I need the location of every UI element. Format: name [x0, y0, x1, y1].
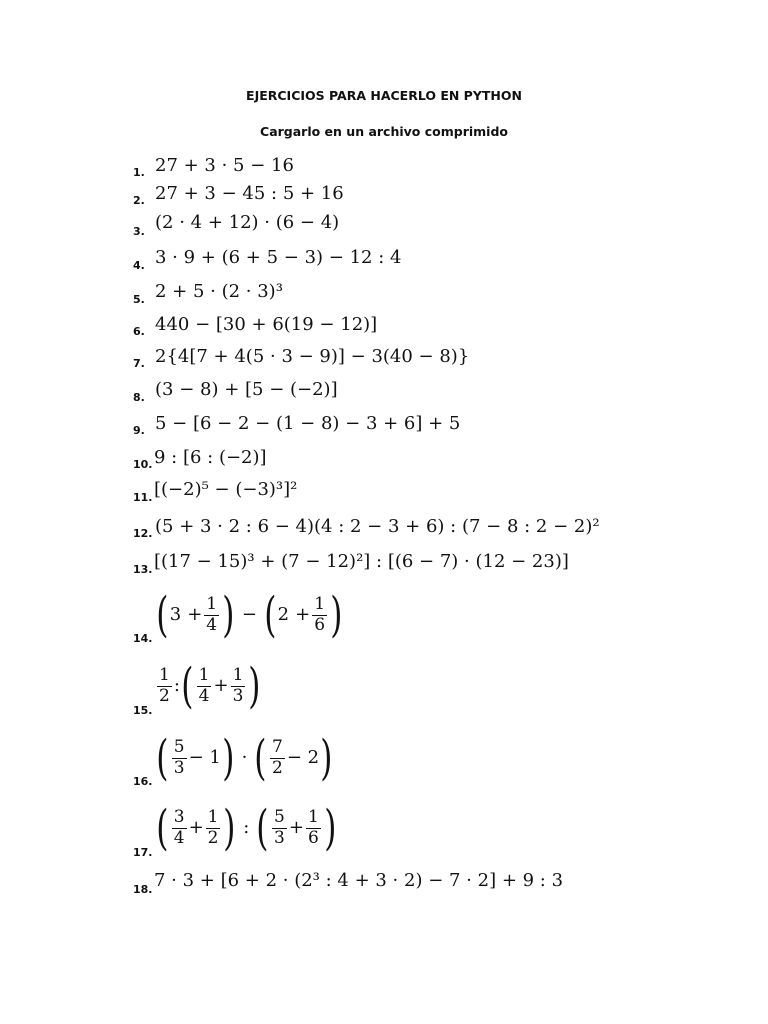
exercise-number: 1.: [133, 166, 145, 179]
operator: +: [295, 604, 311, 625]
operator: ·: [241, 747, 248, 768]
operator: +: [188, 817, 204, 838]
term: 3: [169, 604, 182, 625]
operator: +: [213, 675, 229, 696]
denominator: 6: [307, 827, 319, 848]
exercise-expression: [155, 797, 338, 859]
right-parenthesis: ): [222, 730, 235, 786]
fraction: [272, 808, 287, 848]
exercise-number: 6.: [133, 325, 145, 338]
exercise-expression: [155, 727, 334, 789]
fraction: [231, 666, 246, 706]
exercise-number: 9.: [133, 424, 145, 437]
fraction: [197, 666, 212, 706]
document-title: EJERCICIOS PARA HACERLO EN PYTHON: [246, 88, 522, 103]
left-parenthesis: (: [181, 658, 194, 714]
denominator: 4: [173, 827, 185, 848]
exercise-number: 16.: [133, 775, 153, 788]
exercise-expression: (2 · 4 + 12) · (6 − 4): [155, 212, 340, 233]
operator: :: [243, 817, 250, 838]
fraction: [172, 738, 187, 778]
operator: −: [241, 604, 257, 625]
numerator: 1: [159, 664, 170, 685]
numerator: 5: [173, 736, 185, 757]
exercise-number: 2.: [133, 194, 145, 207]
exercise-expression: 7 · 3 + [6 + 2 · (2³ : 4 + 3 · 2) − 7 · 2] + 9 : 3: [154, 870, 564, 891]
exercise-number: 18.: [133, 883, 153, 896]
left-parenthesis: (: [156, 730, 169, 786]
denominator: 3: [274, 827, 285, 848]
exercise-number: 15.: [133, 704, 153, 717]
numerator: 1: [198, 664, 210, 685]
exercise-expression: 27 + 3 · 5 − 16: [155, 155, 294, 176]
right-parenthesis: ): [320, 730, 333, 786]
fraction: [206, 808, 221, 848]
exercise-expression: [(−2)⁵ − (−3)³]²: [154, 479, 298, 500]
right-parenthesis: ): [324, 800, 337, 856]
denominator: 2: [207, 827, 219, 848]
exercise-number: 14.: [133, 632, 153, 645]
operator: :: [173, 675, 180, 696]
exercise-expression: [155, 655, 262, 717]
exercise-expression: (5 + 3 · 2 : 6 − 4)(4 : 2 − 3 + 6) : (7 − 8 : 2 − 2)²: [155, 516, 600, 537]
exercise-number: 3.: [133, 225, 145, 238]
fraction: [157, 666, 172, 706]
exercise-expression: 2{4[7 + 4(5 · 3 − 9)] − 3(40 − 8)}: [155, 346, 470, 367]
right-parenthesis: ): [222, 587, 235, 643]
exercise-number: 8.: [133, 391, 145, 404]
denominator: 2: [272, 757, 283, 778]
exercise-expression: 27 + 3 − 45 : 5 + 16: [155, 183, 344, 204]
left-parenthesis: (: [256, 800, 269, 856]
fraction: [172, 808, 187, 848]
right-parenthesis: ): [330, 587, 343, 643]
exercise-expression: 440 − [30 + 6(19 − 12)]: [155, 314, 378, 335]
numerator: 1: [314, 593, 326, 614]
fraction: [270, 738, 285, 778]
exercise-number: 13.: [133, 563, 153, 576]
operator: − 1: [188, 747, 221, 768]
denominator: 2: [159, 685, 170, 706]
numerator: 7: [272, 736, 283, 757]
exercise-number: 11.: [133, 491, 153, 504]
fraction: [312, 595, 327, 635]
exercise-number: 12.: [133, 527, 153, 540]
numerator: 3: [173, 806, 185, 827]
exercise-expression: 5 − [6 − 2 − (1 − 8) − 3 + 6] + 5: [155, 413, 461, 434]
term: 2: [277, 604, 290, 625]
exercise-expression: [155, 584, 344, 646]
numerator: 1: [207, 806, 219, 827]
numerator: 5: [274, 806, 285, 827]
denominator: 4: [206, 614, 218, 635]
exercise-expression: 3 · 9 + (6 + 5 − 3) − 12 : 4: [155, 247, 402, 268]
exercise-expression: 9 : [6 : (−2)]: [154, 447, 267, 468]
denominator: 6: [314, 614, 326, 635]
exercise-number: 10.: [133, 458, 153, 471]
denominator: 4: [198, 685, 210, 706]
denominator: 3: [232, 685, 244, 706]
exercise-number: 7.: [133, 357, 145, 370]
operator: +: [187, 604, 203, 625]
left-parenthesis: (: [264, 587, 277, 643]
document-subtitle: Cargarlo en un archivo comprimido: [260, 124, 508, 139]
exercise-number: 5.: [133, 293, 145, 306]
numerator: 1: [206, 593, 218, 614]
left-parenthesis: (: [254, 730, 267, 786]
right-parenthesis: ): [223, 800, 236, 856]
numerator: 1: [232, 664, 244, 685]
operator: − 2: [286, 747, 320, 768]
right-parenthesis: ): [248, 658, 261, 714]
operator: +: [288, 817, 304, 838]
numerator: 1: [307, 806, 319, 827]
fraction: [306, 808, 321, 848]
left-parenthesis: (: [156, 800, 169, 856]
exercise-expression: [(17 − 15)³ + (7 − 12)²] : [(6 − 7) · (12 − 23)]: [154, 551, 569, 572]
exercise-expression: 2 + 5 · (2 · 3)³: [155, 281, 283, 302]
exercise-expression: (3 − 8) + [5 − (−2)]: [155, 379, 338, 400]
fraction: [204, 595, 219, 635]
exercise-number: 4.: [133, 259, 145, 272]
left-parenthesis: (: [156, 587, 169, 643]
denominator: 3: [173, 757, 185, 778]
exercise-number: 17.: [133, 846, 153, 859]
